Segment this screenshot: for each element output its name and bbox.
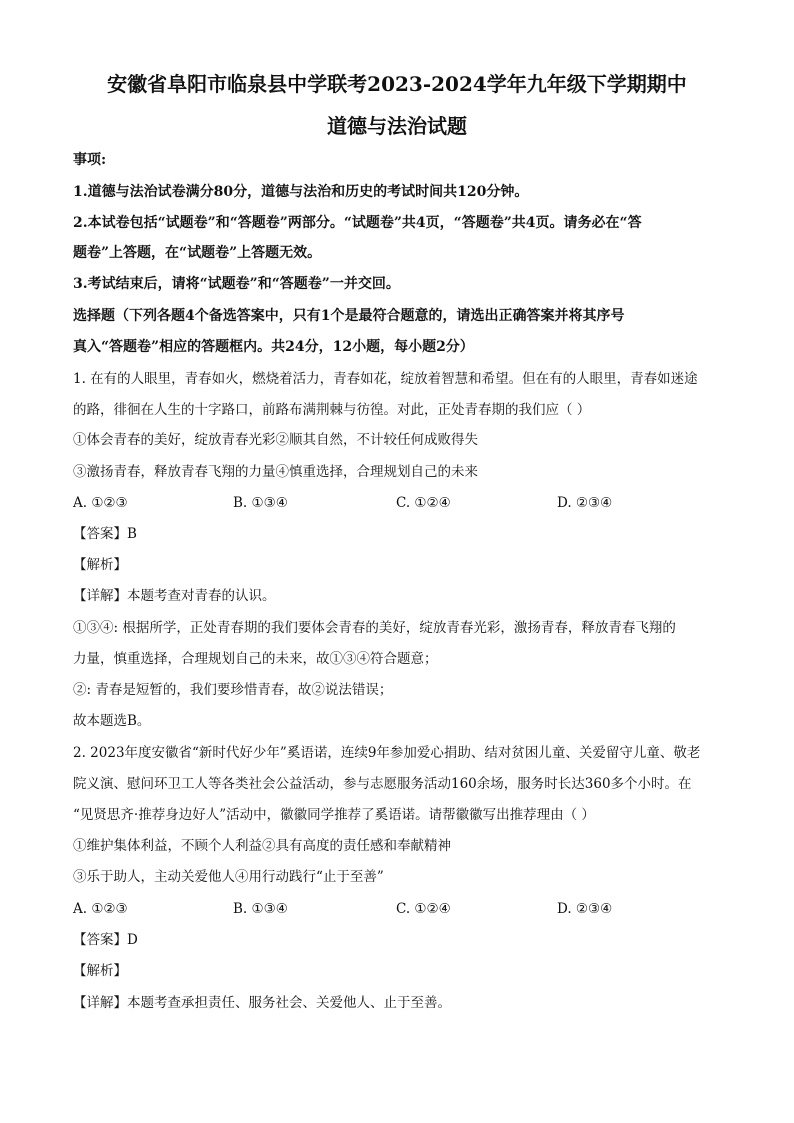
q1-option-b: B. ①③④ xyxy=(233,495,288,511)
q1-statement: ①体会青春的美好，绽放青春光彩②顺其自然，不计较任何成败得失 xyxy=(73,432,478,448)
q1-detail: 故本题选B。 xyxy=(73,713,151,729)
q1-detail: 【详解】本题考查对青春的认识。 xyxy=(73,588,276,604)
q2-option-b: B. ①③④ xyxy=(233,901,288,917)
q2-statement: ③乐于助人，主动关爱他人④用行动践行“止于至善” xyxy=(73,869,384,885)
q1-stem: 的路，徘徊在人生的十字路口，前路布满荆棘与彷徨。对此，正处青春期的我们应（ ） xyxy=(73,402,591,418)
q2-stem: 2. 2023年度安徽省“新时代好少年”奚语诺，连续9年参加爱心捐助、结对贫困儿童、关爱留守儿童、敬老 xyxy=(73,745,701,761)
section-instructions: 真入“答题卷”相应的答题框内。共24分，12小题，每小题2分） xyxy=(73,339,474,355)
q2-option-c: C. ①②④ xyxy=(396,901,451,917)
q1-stem: 1. 在有的人眼里，青春如火，燃烧着活力，青春如花，绽放着智慧和希望。但在有的人眼里，青春如迷途 xyxy=(73,371,698,387)
q2-analysis: 【解析】 xyxy=(73,963,127,979)
q1-answer: 【答案】B xyxy=(73,526,137,542)
q1-detail: 力量，慎重选择，合理规划自己的未来，故①③④符合题意； xyxy=(73,651,438,667)
notice-line: 题卷”上答题，在“试题卷”上答题无效。 xyxy=(73,245,322,261)
q1-option-c: C. ①②④ xyxy=(396,495,451,511)
q1-option-d: D. ②③④ xyxy=(557,495,613,511)
section-instructions: 选择题（下列各题4个备选答案中，只有1个是最符合题意的，请选出正确答案并将其序号 xyxy=(73,308,625,324)
q1-option-a: A. ①②③ xyxy=(73,495,128,511)
q1-detail: ①③④: 根据所学，正处青春期的我们要体会青春的美好，绽放青春光彩，激扬青春，释放青春飞翔的 xyxy=(73,620,676,636)
q1-statement: ③激扬青春，释放青春飞翔的力量④慎重选择，合理规划自己的未来 xyxy=(73,464,478,480)
q2-statement: ①维护集体利益，不顾个人利益②具有高度的责任感和奉献精神 xyxy=(73,838,451,854)
q1-analysis: 【解析】 xyxy=(73,557,127,573)
q2-stem: “见贤思齐·推荐身边好人”活动中，徽徽同学推荐了奚语诺。请帮徽徽写出推荐理由（ ） xyxy=(73,807,595,823)
notice-heading: 事项: xyxy=(73,152,107,168)
page-subtitle: 道德与法治试题 xyxy=(327,114,467,138)
q2-option-d: D. ②③④ xyxy=(557,901,613,917)
notice-line: 1.道德与法治试卷满分80分，道德与法治和历史的考试时间共120分钟。 xyxy=(73,184,529,200)
q1-detail: ②: 青春是短暂的，我们要珍惜青春，故②说法错误； xyxy=(73,682,393,698)
q2-option-a: A. ①②③ xyxy=(73,901,128,917)
q2-stem: 院义演、慰问环卫工人等各类社会公益活动，参与志愿服务活动160余场，服务时长达360多个小时。在 xyxy=(73,776,692,792)
notice-line: 3.考试结束后，请将“试题卷”和“答题卷”一并交回。 xyxy=(73,276,400,292)
q2-answer: 【答案】D xyxy=(73,932,138,948)
page-title: 安徽省阜阳市临泉县中学联考2023-2024学年九年级下学期期中 xyxy=(107,72,687,96)
notice-line: 2.本试卷包括“试题卷”和“答题卷”两部分。“试题卷”共4页，“答题卷”共4页。请务必在“答 xyxy=(73,215,642,231)
q2-detail: 【详解】本题考查承担责任、服务社会、关爱他人、止于至善。 xyxy=(73,995,451,1011)
